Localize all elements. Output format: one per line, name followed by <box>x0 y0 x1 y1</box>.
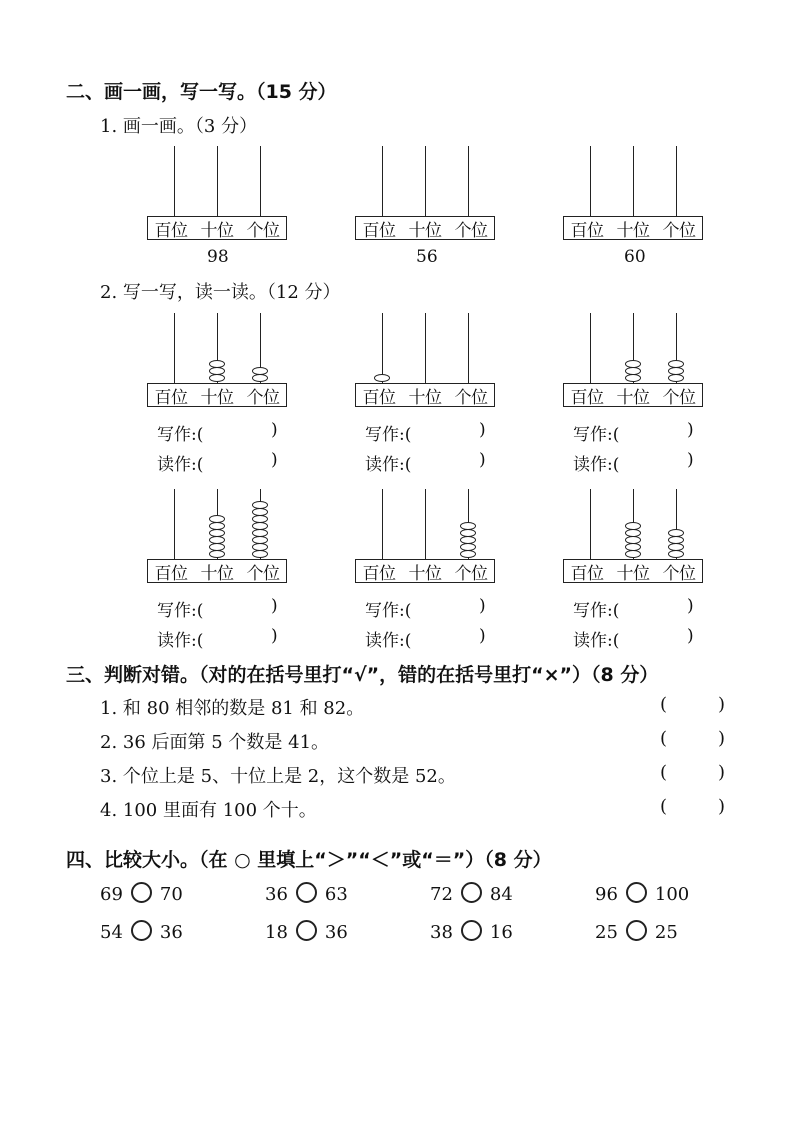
judge-answer-close-1: ) <box>718 694 726 715</box>
abacus-bead <box>209 515 225 523</box>
abacus-bead <box>460 529 476 537</box>
abacus-bead <box>625 529 641 537</box>
abacus-rod-h[interactable] <box>174 313 175 383</box>
read-close-paren: ) <box>479 626 486 646</box>
place-label-ones: 个位 <box>246 220 280 241</box>
abacus-bead <box>252 536 268 544</box>
compare-left-number: 69 <box>100 884 123 905</box>
judge-item-2: 2. 36 后面第 5 个数是 41。 <box>100 732 330 753</box>
abacus-bead <box>668 367 684 375</box>
abacus-bead <box>209 374 225 382</box>
compare-circle-blank[interactable] <box>296 882 317 903</box>
compare-circle-blank[interactable] <box>626 920 647 941</box>
abacus-bead <box>668 543 684 551</box>
abacus-bead <box>625 543 641 551</box>
abacus-rod-o[interactable] <box>676 146 677 216</box>
abacus-rod-t[interactable] <box>425 489 426 559</box>
place-label-ones: 个位 <box>662 220 696 241</box>
abacus <box>147 146 287 241</box>
compare-right-number: 70 <box>159 884 183 905</box>
draw-number-2: 56 <box>416 247 438 267</box>
abacus-rod-h[interactable] <box>174 146 175 216</box>
compare-circle-blank[interactable] <box>296 920 317 941</box>
abacus-bead <box>668 550 684 558</box>
abacus <box>147 313 287 408</box>
abacus-place-frame <box>147 216 287 240</box>
place-label-tens: 十位 <box>408 387 442 408</box>
place-label-tens: 十位 <box>616 220 650 241</box>
write-close-paren: ) <box>687 420 694 440</box>
abacus-place-frame <box>355 383 495 407</box>
abacus-bead <box>209 529 225 537</box>
place-label-ones: 个位 <box>662 387 696 408</box>
abacus-place-frame <box>147 383 287 407</box>
abacus-place-frame <box>563 559 703 583</box>
compare-circle-blank[interactable] <box>626 882 647 903</box>
compare-left-number: 96 <box>595 884 618 905</box>
write-answer-field[interactable] <box>427 420 473 440</box>
draw-number-1: 98 <box>207 247 229 267</box>
abacus-rod-h[interactable] <box>174 489 175 559</box>
abacus-rod-t[interactable] <box>425 313 426 383</box>
write-close-paren: ) <box>687 596 694 616</box>
compare-item <box>265 882 348 905</box>
abacus-bead <box>668 536 684 544</box>
abacus-bead <box>460 522 476 530</box>
write-answer-field[interactable] <box>219 420 265 440</box>
place-label-tens: 十位 <box>200 387 234 408</box>
abacus <box>355 313 495 408</box>
compare-left-number: 72 <box>430 884 453 905</box>
place-label-hundreds: 百位 <box>154 387 188 408</box>
abacus-place-frame <box>563 383 703 407</box>
compare-item <box>430 882 513 905</box>
abacus <box>355 489 495 584</box>
abacus-bead <box>460 543 476 551</box>
judge-item-1: 1. 和 80 相邻的数是 81 和 82。 <box>100 698 365 719</box>
compare-item <box>265 920 348 943</box>
abacus-bead <box>252 543 268 551</box>
abacus-rod-h[interactable] <box>590 489 591 559</box>
place-label-tens: 十位 <box>616 387 650 408</box>
judge-answer-close-2: ) <box>718 728 726 749</box>
abacus-bead <box>209 367 225 375</box>
abacus <box>355 146 495 241</box>
write-answer-field[interactable] <box>219 596 265 616</box>
draw-number-3: 60 <box>624 247 646 267</box>
place-label-tens: 十位 <box>408 220 442 241</box>
abacus-rod-o[interactable] <box>260 146 261 216</box>
compare-left-number: 36 <box>265 884 288 905</box>
compare-item <box>595 882 689 905</box>
abacus-bead <box>209 550 225 558</box>
place-label-hundreds: 百位 <box>362 563 396 584</box>
question-2-1: 1. 画一画。（3 分） <box>100 116 258 137</box>
place-label-hundreds: 百位 <box>570 220 604 241</box>
compare-right-number: 16 <box>489 922 513 943</box>
compare-item <box>430 920 513 943</box>
abacus-bead <box>460 550 476 558</box>
read-answer-field[interactable] <box>219 626 265 646</box>
write-close-paren: ) <box>271 420 278 440</box>
compare-circle-blank[interactable] <box>131 920 152 941</box>
write-label: 写作:( <box>157 425 204 445</box>
abacus <box>147 489 287 584</box>
judge-answer-open-3[interactable]: ( <box>660 762 668 783</box>
place-label-hundreds: 百位 <box>154 563 188 584</box>
write-label: 写作:( <box>573 425 620 445</box>
write-answer-field[interactable] <box>427 596 473 616</box>
read-answer-field[interactable] <box>635 450 681 470</box>
abacus <box>563 313 703 408</box>
abacus <box>563 489 703 584</box>
abacus-rod-h[interactable] <box>382 313 383 383</box>
abacus-bead <box>625 522 641 530</box>
abacus-place-frame <box>355 559 495 583</box>
abacus <box>563 146 703 241</box>
read-answer-field[interactable] <box>219 450 265 470</box>
abacus-rod-h[interactable] <box>590 146 591 216</box>
place-label-ones: 个位 <box>246 563 280 584</box>
abacus-bead <box>625 360 641 368</box>
compare-right-number: 63 <box>324 884 348 905</box>
abacus-bead <box>668 374 684 382</box>
abacus-bead <box>252 550 268 558</box>
judge-answer-open-2[interactable]: ( <box>660 728 668 749</box>
read-label: 读作:( <box>365 631 412 651</box>
abacus-bead <box>460 536 476 544</box>
read-close-paren: ) <box>479 450 486 470</box>
abacus-bead <box>625 374 641 382</box>
compare-item <box>595 920 678 943</box>
abacus-rod-o[interactable] <box>468 146 469 216</box>
abacus-bead <box>252 515 268 523</box>
place-label-tens: 十位 <box>200 220 234 241</box>
abacus-bead <box>374 374 390 382</box>
abacus-bead <box>252 508 268 516</box>
place-label-ones: 个位 <box>454 563 488 584</box>
compare-item <box>100 882 183 905</box>
write-label: 写作:( <box>365 425 412 445</box>
place-label-tens: 十位 <box>408 563 442 584</box>
abacus-bead <box>625 536 641 544</box>
abacus-place-frame <box>563 216 703 240</box>
read-answer-field[interactable] <box>635 626 681 646</box>
compare-right-number: 84 <box>489 884 513 905</box>
read-label: 读作:( <box>157 455 204 475</box>
place-label-tens: 十位 <box>200 563 234 584</box>
abacus-bead <box>625 550 641 558</box>
abacus-bead <box>209 536 225 544</box>
compare-right-number: 36 <box>324 922 348 943</box>
compare-circle-blank[interactable] <box>131 882 152 903</box>
read-close-paren: ) <box>271 450 278 470</box>
section-4-title: 四、比较大小。（在 ○ 里填上“＞”“＜”或“＝”）（8 分） <box>66 849 552 871</box>
abacus-rod-h[interactable] <box>590 313 591 383</box>
abacus-bead <box>625 367 641 375</box>
read-close-paren: ) <box>687 450 694 470</box>
place-label-hundreds: 百位 <box>362 220 396 241</box>
abacus-place-frame <box>147 559 287 583</box>
read-label: 读作:( <box>157 631 204 651</box>
abacus-rod-o[interactable] <box>468 313 469 383</box>
compare-left-number: 25 <box>595 922 618 943</box>
place-label-hundreds: 百位 <box>154 220 188 241</box>
compare-right-number: 36 <box>159 922 183 943</box>
read-close-paren: ) <box>271 626 278 646</box>
compare-right-number: 100 <box>654 884 690 905</box>
write-close-paren: ) <box>271 596 278 616</box>
abacus-bead <box>252 522 268 530</box>
read-label: 读作:( <box>365 455 412 475</box>
judge-item-4: 4. 100 里面有 100 个十。 <box>100 800 317 821</box>
read-answer-field[interactable] <box>427 450 473 470</box>
compare-circle-blank[interactable] <box>461 882 482 903</box>
place-label-ones: 个位 <box>662 563 696 584</box>
judge-answer-close-3: ) <box>718 762 726 783</box>
abacus-bead <box>252 374 268 382</box>
abacus-bead <box>252 367 268 375</box>
abacus-rod-t[interactable] <box>425 146 426 216</box>
section-2-title: 二、画一画，写一写。（15 分） <box>66 81 337 103</box>
abacus-bead <box>209 543 225 551</box>
compare-left-number: 18 <box>265 922 288 943</box>
place-label-hundreds: 百位 <box>362 387 396 408</box>
write-label: 写作:( <box>365 601 412 621</box>
read-label: 读作:( <box>573 631 620 651</box>
place-label-ones: 个位 <box>454 387 488 408</box>
compare-item <box>100 920 183 943</box>
abacus-bead <box>209 360 225 368</box>
write-close-paren: ) <box>479 420 486 440</box>
abacus-bead <box>252 529 268 537</box>
place-label-hundreds: 百位 <box>570 387 604 408</box>
place-label-tens: 十位 <box>616 563 650 584</box>
place-label-ones: 个位 <box>454 220 488 241</box>
read-label: 读作:( <box>573 455 620 475</box>
write-answer-field[interactable] <box>635 596 681 616</box>
place-label-hundreds: 百位 <box>570 563 604 584</box>
write-answer-field[interactable] <box>635 420 681 440</box>
compare-left-number: 54 <box>100 922 123 943</box>
read-answer-field[interactable] <box>427 626 473 646</box>
abacus-rod-h[interactable] <box>382 146 383 216</box>
abacus-rod-t[interactable] <box>217 146 218 216</box>
judge-item-3: 3. 个位上是 5、十位上是 2，这个数是 52。 <box>100 766 456 787</box>
abacus-rod-t[interactable] <box>633 146 634 216</box>
abacus-bead <box>209 522 225 530</box>
abacus-rod-h[interactable] <box>382 489 383 559</box>
write-close-paren: ) <box>479 596 486 616</box>
compare-right-number: 25 <box>654 922 678 943</box>
write-label: 写作:( <box>157 601 204 621</box>
section-3-title: 三、判断对错。（对的在括号里打“√”，错的在括号里打“×”）（8 分） <box>66 664 659 686</box>
compare-left-number: 38 <box>430 922 453 943</box>
abacus-bead <box>668 529 684 537</box>
abacus-bead <box>668 360 684 368</box>
compare-circle-blank[interactable] <box>461 920 482 941</box>
abacus-bead <box>252 501 268 509</box>
abacus-place-frame <box>355 216 495 240</box>
place-label-ones: 个位 <box>246 387 280 408</box>
question-2-2: 2. 写一写，读一读。（12 分） <box>100 282 341 303</box>
write-label: 写作:( <box>573 601 620 621</box>
read-close-paren: ) <box>687 626 694 646</box>
judge-answer-close-4: ) <box>718 796 726 817</box>
judge-answer-open-1[interactable]: ( <box>660 694 668 715</box>
judge-answer-open-4[interactable]: ( <box>660 796 668 817</box>
